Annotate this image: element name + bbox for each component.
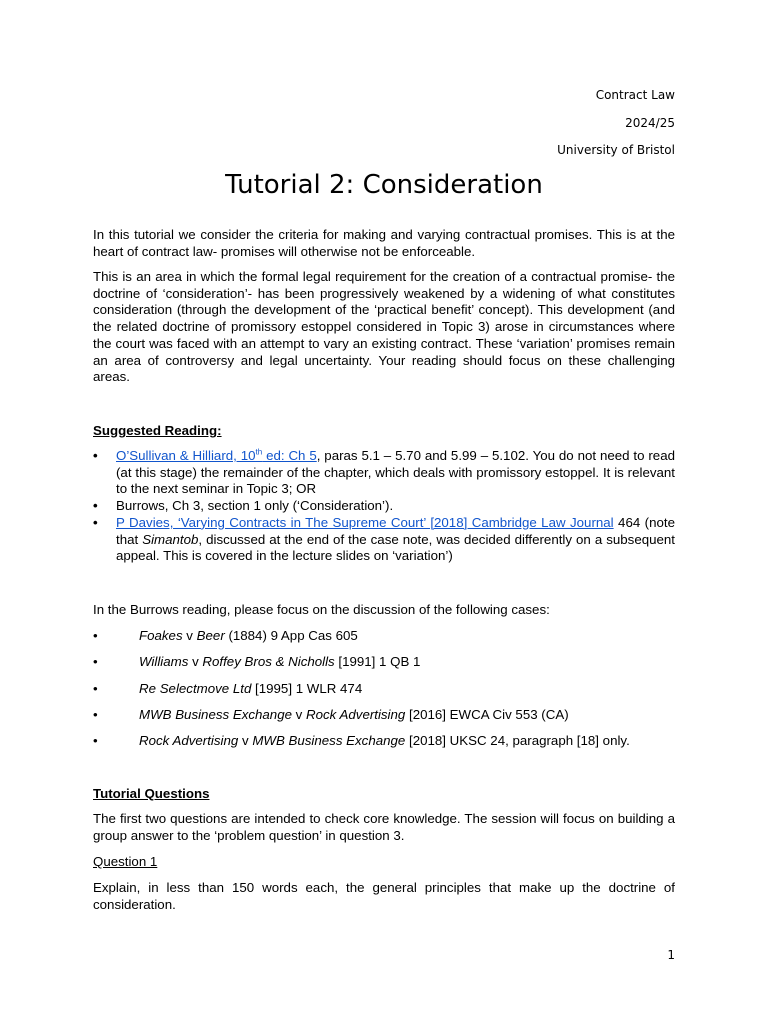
case-item: • MWB Business Exchange v Rock Advertising [2016] EWCA Civ 553 (CA) (93, 706, 569, 722)
intro-paragraph-1: In this tutorial we consider the criteria for making and varying contractual promises. This is at the heart of contract law- promises will otherwise not be enforceable. (93, 227, 675, 259)
cases-intro: In the Burrows reading, please focus on the discussion of the following cases: (93, 602, 550, 617)
reading-item-1 (93, 448, 675, 498)
header-year: 2024/25 (625, 116, 675, 130)
case-item: • Williams v Roffey Bros & Nicholls [1991] 1 QB 1 (93, 654, 421, 670)
reading-item-2 (93, 498, 675, 515)
header-course: Contract Law (595, 88, 675, 102)
osullivan-hilliard-link[interactable]: O’Sullivan & Hilliard, 10th ed: Ch 5 (116, 447, 317, 463)
question-1-text: Explain, in less than 150 words each, the general principles that make up the doctrine of consideration. (93, 880, 675, 912)
question-1-heading: Question 1 (93, 854, 158, 869)
reading-item-3: • P Davies, ‘Varying Contracts in The Supreme Court’ [2018] Cambridge Law Journal 464 (note that Simantob, discussed at the end of the case note, was decided differently on a subsequent appeal. This is covered in the lecture slides on ‘variation’) (93, 514, 675, 564)
intro-paragraph-2: This is an area in which the formal legal requirement for the creation of a contractual promise- the doctrine of ‘consideration’- has been progressively weakened by a widening of what constitutes consideration (through the development of the ‘practical benefit’ concept). This development (and the related doctrine of promissory estoppel considered in Topic 3) arose in circumstances where the court was faced with an attempt to vary an existing contract. These ‘variation’ promises remain an area of controversy and legal uncertainty. Your reading should focus on these challenging areas. (93, 269, 675, 385)
reading-item-1-text: , paras 5.1 – 5.70 and 5.99 – 5.102. You do not need to read (at this stage) the remainder of the chapter, which deals with promissory estoppel. It is relevant to the next seminar in Topic 3; OR (116, 448, 675, 497)
case-item: • Foakes v Beer (1884) 9 App Cas 605 (93, 628, 358, 643)
bullet: • (93, 628, 98, 643)
bullet: • (93, 448, 98, 463)
case-list (93, 628, 675, 759)
bullet: • (93, 680, 98, 696)
questions-intro: The first two questions are intended to check core knowledge. The session will focus on building a group answer to the ‘problem question’ in question 3. (93, 811, 675, 843)
tutorial-questions-heading: Tutorial Questions (93, 786, 210, 801)
bullet: • (93, 514, 98, 530)
case-item: • Re Selectmove Ltd [1995] 1 WLR 474 (93, 680, 363, 696)
reading-list (93, 448, 675, 565)
case-item: • Rock Advertising v MWB Business Exchange [2018] UKSC 24, paragraph [18] only. (93, 733, 630, 749)
header-university: University of Bristol (557, 143, 675, 157)
bullet: • (93, 706, 98, 722)
page-title: Tutorial 2: Consideration (225, 170, 543, 200)
suggested-reading-heading: Suggested Reading: (93, 423, 222, 438)
reading-item-2-text: Burrows, Ch 3, section 1 only (‘Consideration’). (116, 498, 394, 514)
bullet: • (93, 654, 98, 670)
bullet: • (93, 733, 98, 749)
bullet: • (93, 498, 98, 514)
davies-cambridge-law-journal-link[interactable]: P Davies, ‘Varying Contracts in The Supreme Court’ [2018] Cambridge Law Journal (116, 514, 614, 530)
page-number: 1 (667, 948, 675, 962)
